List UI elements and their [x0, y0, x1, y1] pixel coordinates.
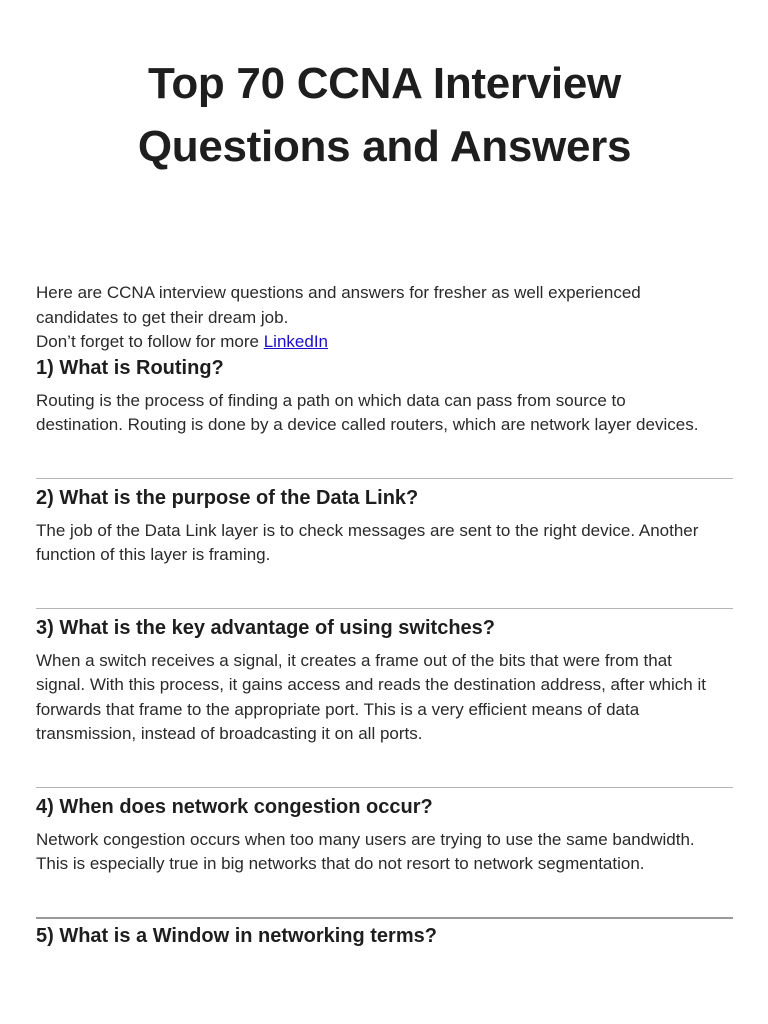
section-divider	[36, 787, 733, 788]
answer-line: Routing is the process of finding a path on which data can pass from source to	[36, 390, 626, 410]
answer-line: Network congestion occurs when too many users are trying to use the same bandwidth.	[36, 829, 695, 849]
qa-item	[36, 923, 733, 949]
intro-line-3: Don’t forget to follow for more	[36, 332, 264, 351]
answer-line: forwards that frame to the appropriate port. This is a very efficient means of data	[36, 699, 640, 719]
question-heading: 3) What is the key advantage of using switches?	[36, 616, 495, 639]
answer-line: transmission, instead of broadcasting it on all ports.	[36, 724, 423, 743]
page-title	[36, 52, 733, 178]
question-heading: 1) What is Routing?	[36, 356, 224, 379]
answer-line: signal. With this process, it gains access and reads the destination address, after which it	[36, 675, 706, 694]
answer-line: This is especially true in big networks that do not resort to network segmentation.	[36, 854, 645, 873]
intro-line-2: candidates to get their dream job.	[36, 307, 289, 327]
qa-item	[36, 794, 733, 877]
document-page	[36, 0, 733, 949]
qa-list	[36, 355, 733, 949]
question-heading: 2) What is the purpose of the Data Link?	[36, 486, 419, 509]
intro-paragraph	[36, 281, 733, 355]
answer-line: destination. Routing is done by a device called routers, which are network layer devices.	[36, 415, 699, 434]
answer-line: The job of the Data Link layer is to check messages are sent to the right device. Another	[36, 520, 699, 540]
intro-line-1: Here are CCNA interview questions and answers for fresher as well experienced	[36, 283, 641, 302]
section-divider	[36, 917, 733, 919]
answer-text	[36, 519, 733, 568]
answer-text	[36, 389, 733, 438]
title-line-2: Questions and Answers	[137, 122, 632, 171]
title-line-1: Top 70 CCNA Interview	[148, 59, 621, 108]
answer-text	[36, 649, 733, 747]
question-heading: 4) When does network congestion occur?	[36, 795, 433, 818]
answer-line: When a switch receives a signal, it creates a frame out of the bits that were from that	[36, 650, 672, 670]
qa-item	[36, 485, 733, 568]
qa-item	[36, 615, 733, 747]
answer-text	[36, 828, 733, 877]
section-divider	[36, 608, 733, 609]
linkedin-link[interactable]: LinkedIn	[263, 332, 328, 351]
question-heading: 5) What is a Window in networking terms?	[36, 924, 437, 947]
answer-line: function of this layer is framing.	[36, 545, 271, 564]
section-divider	[36, 478, 733, 479]
qa-item	[36, 355, 733, 438]
